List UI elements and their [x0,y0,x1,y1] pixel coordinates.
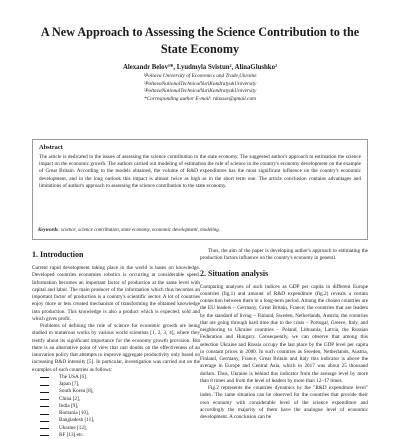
dash-bullet [40,392,49,393]
list-item [32,417,200,424]
dash-bullet [40,428,49,429]
intro-paragraph-1: Current rapid development taking place in the world is bases on knowledge. Developed countries economies robotics is occurring at considerable speed. Information becomes an important factor of production at the same level with capital and labor. The main producer of the information which thus becomes an important factor of production is a country's scientific sector. A lot of countries enjoy more or less created mechanism of transforming the obtained knowledge into production. This knowledge is also a product which is expected, sold and which gives profit. [32,265,200,322]
list-item-text: China [2], [59,395,81,402]
author-list: Alexandr Belov¹*, Lyudmyla Svistun², AlinaGlushko² [122,64,278,71]
list-item-text: Romania [10], [59,410,89,416]
affiliation-list [0,73,400,103]
paper-title: A New Approach to Assessing the Science Contribution to the State Economy [40,25,360,56]
keywords-text: : science, science contribution, state economy, economic development, modeling. [58,228,221,233]
dash-bullet [40,414,49,415]
dash-bullet [40,406,49,407]
list-item [32,381,200,388]
list-item-text: Bangladesh [11], [59,417,95,424]
corresponding-author-email: *Corresponding author E-mail: rdaxsse@gmail.com [144,95,256,102]
list-item [32,374,200,381]
situation-paragraph-1: Comparing analyses of such indices as GDP per capita in different Europe countries (fig.1) and amount of R&D expenditure (fig.2) reveals a certain connection between them in a long-term period. Among the chosen countries are the EU leaders – Germany, Great Britain, France; the countries that are leaders by the standard of living – Finland, Sweden, Netherlands, Austria; the countries that are going through hard time due to the crisis – Portugal, Greece, Italy, and neighboring to Ukraine countries – Poland, Lithuania, Latvia, the Russian Federation and Hungary. Consequently, we can observe that among this selection Ukraine and Russia occupy the last place by the GDP level per capita in constant prices in 2000. In such countries as Sweden, Netherlands, Austria, Finland, Germany, France, Great Britain and Italy this indicator is above the average in Europe and Central Asia, which in 2017 was about 25 thousand dollars. Thus, Ukraine is behind this indicator from the average level by more than 8 times and from the level of leaders by more than 12–17 times. [200,283,368,384]
list-item [32,388,200,395]
country-reference-list [32,374,200,439]
dash-bullet [40,377,49,378]
situation-paragraph-2: Fig.2 represents the countries dynamics by the "R&D expenditure level" index. The same situation can be observed for the countries that provide their own economy with considerable level of the science expenditure and accordingly the majority of them have the analogue level of economic development. A conclusion can be [200,385,368,420]
spacer [200,263,368,267]
list-item [32,410,200,417]
list-item-text: Japan [7], [59,381,80,387]
aim-paragraph: Thus, the aim of the paper is developing author's approach to estimating the production factors influence on the country's economy in general. [200,248,368,262]
list-item [32,403,200,410]
list-item [32,425,200,432]
list-item [32,432,200,439]
abstract-box [32,139,368,240]
keywords-line [38,227,364,234]
section-heading-introduction: 1. Introduction [32,250,84,259]
section-heading-situation-analysis: 2. Situation analysis [200,268,269,278]
affiliation-line: ¹Poltava University of Economics and Trade,Ukraine [143,73,257,79]
right-column [200,248,368,421]
dash-bullet [40,385,49,386]
affiliation-line: ²PoltavaNationalTechnicalYuriKondratyukUniversity [143,80,257,87]
dash-bullet [40,421,49,422]
left-column [32,248,200,439]
list-item-text: RF [13] etc. [59,431,84,438]
dash-bullet [40,435,49,436]
list-item-text: India [9], [59,402,79,409]
abstract-text: The article is dedicated to the issues of assessing the science contribution to the state economy. The suggested author's approach to estimation the science impact on the economic growth. The authors carried out modeling of estimation the role of science in the country's economy development on the example of Great Britain. According to the models obtained, the volume of R&D expenditures has the most significant influence on the country's economic development, and in the long outlook this impact is almost twice as high as in the short term one. The article conclusion contains advantages and limitations of author's approach to assessing the science contribution to the state economy. [39,154,361,189]
affiliation-line: ²PoltavaNationalTechnicalYuriKondratyukUniversity [143,88,257,95]
keywords-label: Keywords [38,228,58,233]
list-item-text: Ukraine [12], [59,424,87,431]
list-item [32,396,200,403]
intro-paragraph-2: Problems of defining the role of science for economic growth are being studied in numerous works by various world scientists [1, 2, 3, 4], where they testify about its significant importance for the economy growth provision. But there is an alternative point of view that cast doubts on the effectiveness of an innovation policy that attempts to improve aggregate productivity only based on increasing R&D intensity [5]. In particular, investigation was carried out on the examples of such countries as follows: [32,323,200,373]
list-item-text: South Korea [8], [59,388,94,395]
list-item-text: The USA [6]. [59,373,88,380]
abstract-heading: Abstract [39,144,63,151]
